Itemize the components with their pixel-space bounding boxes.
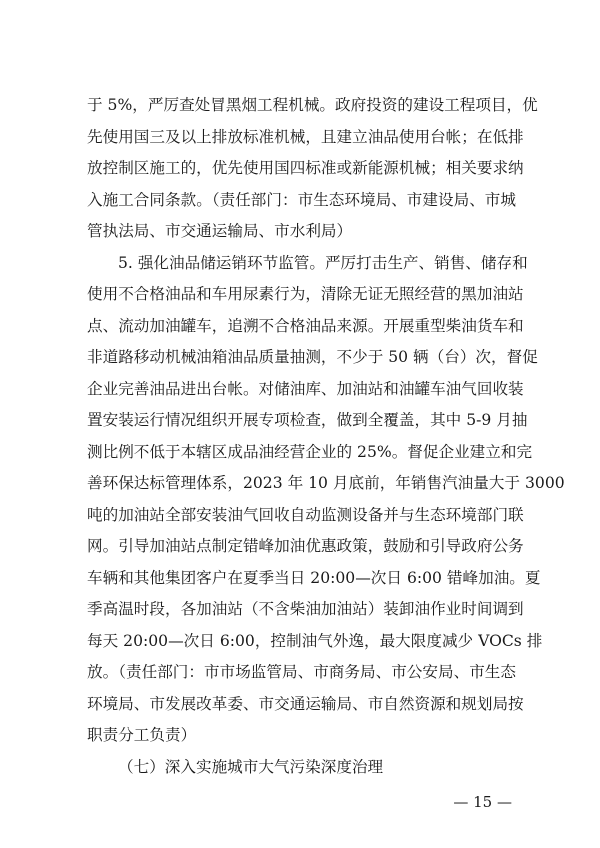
paragraph-line: 5. 强化油品储运销环节监管。严厉打击生产、销售、储存和 [118,253,528,272]
paragraph-line: 善环保达标管理体系，2023 年 10 月底前，年销售汽油量大于 3000 [87,474,565,492]
paragraph-line: 先使用国三及以上排放标准机械，且建立油品使用台帐；在低排 [87,127,524,146]
paragraph-line: 非道路移动机械油箱油品质量抽测，不少于 50 辆（台）次，督促 [87,348,538,366]
paragraph-line: 放控制区施工的，优先使用国四标准或新能源机械；相关要求纳 [87,159,524,177]
paragraph-line: 放。（责任部门：市市场监管局、市商务局、市公安局、市生态 [87,663,516,681]
paragraph-line: 吨的加油站全部安装油气回收自动监测设备并与生态环境部门联 [87,505,524,524]
paragraph-line: 网。引导加油站点制定错峰加油优惠政策，鼓励和引导政府公务 [87,537,524,555]
paragraph-line: 管执法局、市交通运输局、市水利局） [87,222,353,240]
section-heading: （七）深入实施城市大气污染深度治理 [118,757,384,776]
paragraph-line: 企业完善油品进出台帐。对储油库、加油站和油罐车油气回收装 [87,379,524,398]
paragraph-line: 点、流动加油罐车，追溯不合格油品来源。开展重型柴油货车和 [87,316,524,335]
paragraph-line: 测比例不低于本辖区成品油经营企业的 25%。督促企业建立和完 [87,442,533,461]
page-number: — 15 — [453,793,512,811]
paragraph-line: 季高温时段，各加油站（不含柴油加油站）装卸油作业时间调到 [87,600,524,618]
paragraph-line: 置安装运行情况组织开展专项检查，做到全覆盖，其中 5-9 月抽 [87,411,528,429]
paragraph-line: 环境局、市发展改革委、市交通运输局、市自然资源和规划局按 [87,694,524,713]
paragraph-line: 每天 20:00—次日 6:00，控制油气外逸，最大限度减少 VOCs 排 [87,631,543,650]
paragraph-line: 职责分工负责） [87,726,197,744]
paragraph-line: 使用不合格油品和车用尿素行为，清除无证无照经营的黑加油站 [87,285,524,303]
paragraph-line: 车辆和其他集团客户在夏季当日 20:00—次日 6:00 错峰加油。夏 [87,568,541,587]
paragraph-line: 于 5%，严厉查处冒黑烟工程机械。政府投资的建设工程项目，优 [87,96,538,114]
paragraph-line: 入施工合同条款。（责任部门：市生态环境局、市建设局、市城 [87,190,516,209]
